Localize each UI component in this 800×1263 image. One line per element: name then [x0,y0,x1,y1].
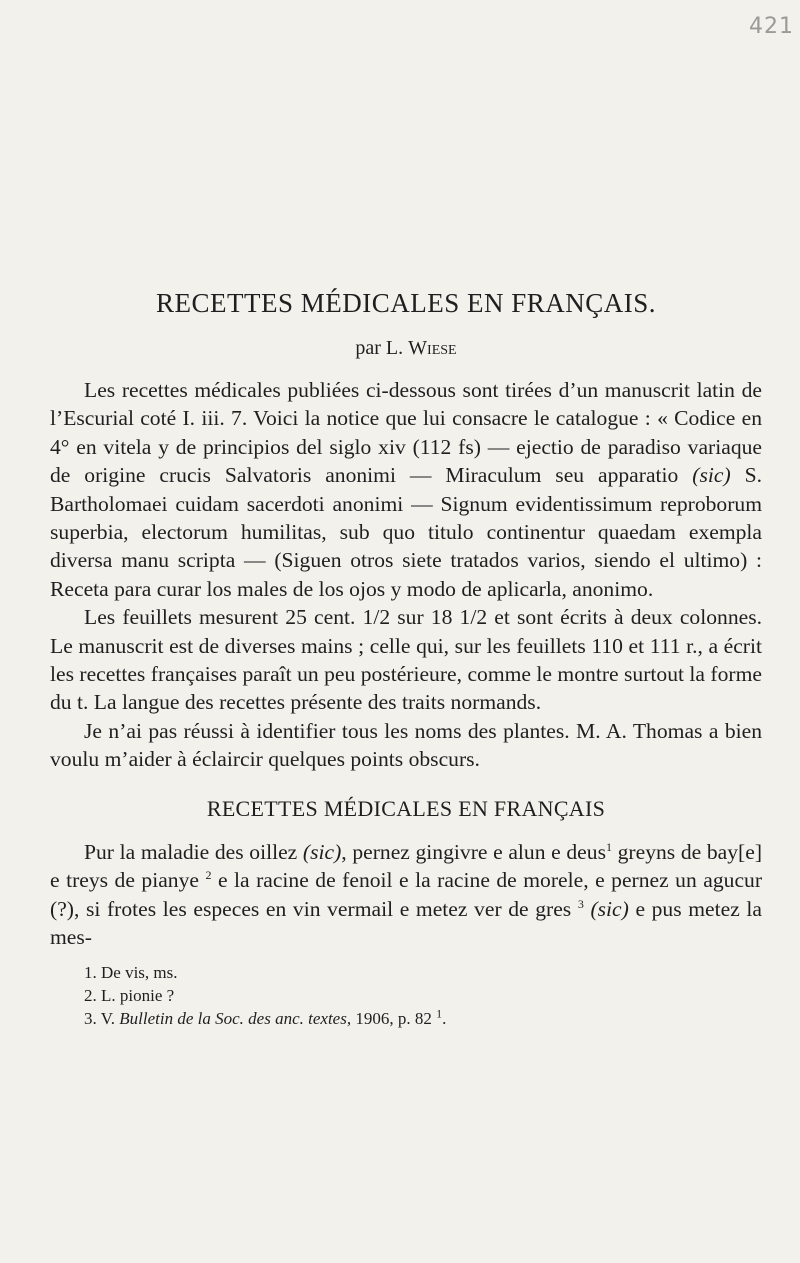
sic-note: (sic) [692,463,731,488]
footnote-3-sup: 1 [436,1006,443,1021]
footnote-ref-3: 3 [577,896,584,911]
footnote-3-end: . [442,1009,447,1029]
footnote-2: 2. L. pionie ? [84,986,175,1006]
recipe-text-c: greyns de bay[e] e treys de pianye [50,839,763,893]
footnote-3 [50,1007,762,1030]
byline [50,337,762,360]
footnote-ref-1: 1 [605,839,612,854]
page-body [50,285,762,1030]
footnote-1: 1. De vis, ms. [84,963,178,983]
recipe-text-f: e pus metez la mes- [50,896,762,949]
recipe-paragraph [50,838,762,952]
footnote-3-ref: , 1906, p. 82 [346,1009,437,1029]
intro-paragraph-3: Je n’ai pas réussi à identifier tous les noms des plantes. M. A. Thomas a bien voulu m’aider à éclaircir quelques points obscurs. [50,718,762,772]
intro-paragraph-2: Les feuillets mesurent 25 cent. 1/2 sur 18 1/2 et sont écrits à deux colonnes. Le manuscrit est de diverses mains ; celle qui, sur les feuillets 110 et 111 r., a écrit les recettes françaises paraît un peu postérieure, comme le montre surtout la forme du t. La langue des recettes présente des traits normands. [50,605,762,715]
byline-author: Wiese [408,337,457,359]
recipe-text-a: Pur la maladie des oillez [84,839,303,864]
section-title: RECETTES MÉDICALES EN FRANÇAIS [206,795,606,821]
page-corner-mark: 421 [749,14,794,39]
footnote-ref-2: 2 [205,867,212,882]
footnote-3-prefix: 3. V. [84,1009,120,1029]
recipe-text-b: , pernez gingivre e alun e deus [341,839,606,864]
article-title: RECETTES MÉDICALES EN FRANÇAIS. [155,288,657,318]
footnote-3-title: Bulletin de la Soc. des anc. textes [119,1009,347,1029]
intro-text-a: Les recettes médicales publiées ci-dessous sont tirées d’un manuscrit latin de l’Escurial coté I. iii. 7. Voici la notice que lui consacre le catalogue : « Codice en 4° en vitela y de principios del siglo xiv (112 fs) — ejectio de paradiso variaque de origine crucis Salvatoris anonimi — Miraculum seu apparatio [50,378,762,488]
recipe-text-d: e la racine de fenoil e la racine de morele, e pernez un agucur (?), si frotes les especes en vin vermail e metez ver de gres [50,868,763,921]
sic-note: (sic) [590,896,629,921]
byline-prefix: par L. [355,337,409,359]
footnotes [50,961,762,1030]
intro-paragraph-1 [50,376,762,603]
sic-note: (sic) [302,839,342,864]
intro-text-b: S. Bartholomaei cuidam sacerdoti anonimi — Signum evidentissimum reproborum superbia, electorum humilitas, sub quo titulo continentur quaedam exempla diversa manu scripta — (Siguen otros siete tratados varios, siendo el ultimo) : Receta para curar los males de los ojos y modo de aplicarla, anonimo. [50,463,762,601]
